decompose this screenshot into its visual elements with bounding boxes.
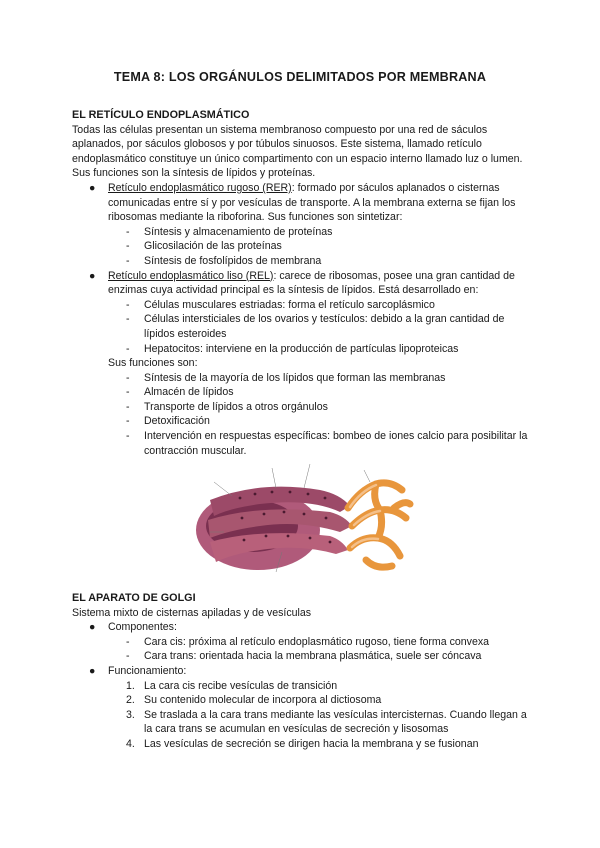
list-item-funcionamiento <box>72 664 532 679</box>
rel-name: Retículo endoplasmático liso (REL) <box>108 269 274 282</box>
dash-icon: - <box>126 400 130 413</box>
list-item-rer <box>72 181 532 225</box>
list-item-text: Células musculares estriadas: forma el retículo sarcoplásmico <box>144 298 435 311</box>
rel-text: : carece de ribosomas, posee una gran cantidad de enzimas cuya actividad principal es la síntesis de lípidos. Está desarrollado en: <box>108 269 515 297</box>
list-item <box>72 708 532 737</box>
dash-icon: - <box>126 386 130 399</box>
componentes-sublist <box>72 635 532 664</box>
list-item-text: La cara cis recibe vesículas de transición <box>144 679 338 692</box>
list-item <box>72 400 532 415</box>
list-item <box>72 371 532 386</box>
bullet-icon: ● <box>89 664 96 677</box>
dash-icon: - <box>126 635 130 648</box>
funcionamiento-sublist <box>72 679 532 752</box>
list-item-text: Su contenido molecular de incorpora al dictiosoma <box>144 694 382 707</box>
list-item <box>72 298 532 313</box>
dash-icon: - <box>126 240 130 253</box>
dash-icon: - <box>126 430 130 443</box>
list-item-text: Células intersticiales de los ovarios y testículos: debido a la gran cantidad de lípidos esteroides <box>144 313 505 340</box>
list-item-text: Cara cis: próxima al retículo endoplasmático rugoso, tiene forma convexa <box>144 635 490 648</box>
reticulo-intro: Todas las células presentan un sistema membranoso compuesto por una red de sáculos aplanados, por sáculos globosos y por túbulos sinuosos. Este sistema, llamado retículo endoplasmático constituye un único compartimento con un espacio interno llamado luz o lumen. Sus funciones son la síntesis de lípidos y proteínas. <box>72 123 523 180</box>
section-heading-golgi: EL APARATO DE GOLGI <box>72 592 196 604</box>
dash-icon: - <box>126 342 130 355</box>
dash-icon: - <box>126 371 130 384</box>
section-heading-reticulo: EL RETÍCULO ENDOPLASMÁTICO <box>72 109 250 121</box>
reticulo-list <box>72 181 532 225</box>
list-item-text: Glicosilación de las proteínas <box>144 240 282 253</box>
list-item-text: Cara trans: orientada hacia la membrana plasmática, suele ser cóncava <box>144 650 482 663</box>
funciones-sublist <box>72 371 532 459</box>
list-item <box>72 737 532 752</box>
list-item-text: Las vesículas de secreción se dirigen hacia la membrana y se fusionan <box>144 737 479 750</box>
list-item-componentes <box>72 620 532 635</box>
list-item-text: Síntesis de fosfolípidos de membrana <box>144 254 322 267</box>
list-number: 3. <box>126 708 135 721</box>
dash-icon: - <box>126 415 130 428</box>
page-title: TEMA 8: LOS ORGÁNULOS DELIMITADOS POR MEMBRANA <box>113 70 487 84</box>
list-item-text: Hepatocitos: interviene en la producción de partículas lipoproteicas <box>144 342 459 355</box>
list-item-text: Almacén de lípidos <box>144 386 234 399</box>
list-item <box>72 312 532 341</box>
bullet-icon: ● <box>89 181 96 194</box>
section-reticulo <box>72 108 532 458</box>
golgi-list <box>72 620 532 635</box>
list-item <box>72 342 532 357</box>
list-item-text: Intervención en respuestas específicas: bombeo de iones calcio para posibilitar la contracción muscular. <box>144 430 528 457</box>
rel-sublist <box>72 298 532 356</box>
dash-icon: - <box>126 313 130 326</box>
list-item <box>72 635 532 650</box>
list-item-text: Síntesis y almacenamiento de proteínas <box>144 225 333 238</box>
list-item <box>72 254 532 269</box>
list-item-text: Transporte de lípidos a otros orgánulos <box>144 400 328 413</box>
list-number: 4. <box>126 737 135 750</box>
smooth-er-tubules <box>348 483 410 567</box>
er-illustration <box>180 460 416 582</box>
list-item-text: Detoxificación <box>144 415 210 428</box>
bullet-icon: ● <box>89 621 96 634</box>
list-item-text: Síntesis de la mayoría de los lípidos que forman las membranas <box>144 371 446 384</box>
componentes-label: Componentes: <box>108 621 177 634</box>
list-item <box>72 225 532 240</box>
list-number: 2. <box>126 694 135 707</box>
reticulo-list-2 <box>72 269 532 298</box>
dash-icon: - <box>126 650 130 663</box>
funcionamiento-label: Funcionamiento: <box>108 664 187 677</box>
list-item <box>72 239 532 254</box>
list-item <box>72 649 532 664</box>
bullet-icon: ● <box>89 269 96 282</box>
list-item-text: Se traslada a la cara trans mediante las vesículas intercisternas. Cuando llegan a la cara trans se acumulan en vesículas de secreción y lisosomas <box>144 708 527 736</box>
list-item <box>72 693 532 708</box>
dash-icon: - <box>126 225 130 238</box>
er-illustration-svg <box>180 460 416 582</box>
rer-text: : formado por sáculos aplanados o cisternas comunicadas entre sí y por vesículas de transporte. A la membrana externa se fijan los ribosomas mediante la riboforina. Sus funciones son sintetizar: <box>108 181 516 224</box>
list-item <box>72 429 532 458</box>
list-item <box>72 385 532 400</box>
list-number: 1. <box>126 679 135 692</box>
list-item <box>72 679 532 694</box>
golgi-list-2 <box>72 664 532 679</box>
list-item-rel <box>72 269 532 298</box>
rer-name: Retículo endoplasmático rugoso (RER) <box>108 181 292 194</box>
golgi-intro: Sistema mixto de cisternas apiladas y de vesículas <box>72 606 312 619</box>
dash-icon: - <box>126 298 130 311</box>
rer-sublist <box>72 225 532 269</box>
dash-icon: - <box>126 254 130 267</box>
funciones-label: Sus funciones son: <box>108 357 198 370</box>
list-item <box>72 414 532 429</box>
section-golgi <box>72 591 532 752</box>
